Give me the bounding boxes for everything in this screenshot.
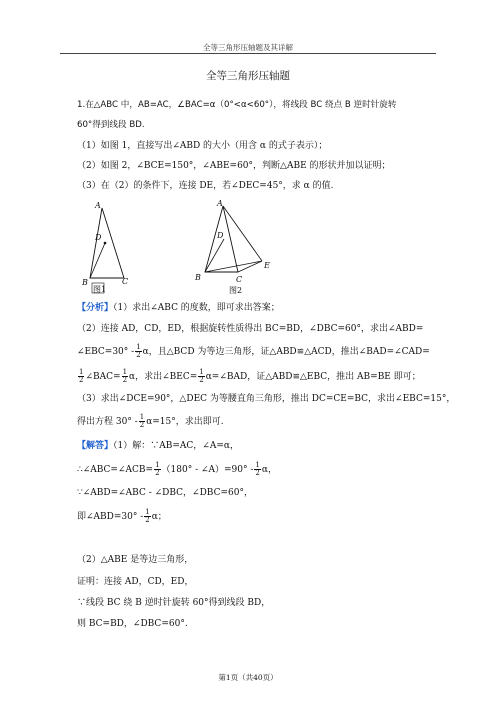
analysis-line-2: （2）连接 AD，CD，ED，根据旋转性质得出 BC=BD，∠DBC=60°，求出∠ABD= bbox=[77, 324, 424, 334]
fraction-half: $\frac{1}{2}$ bbox=[79, 368, 84, 384]
solution-line-4: 即∠ABD=30° - $\frac{1}{2}$ α； bbox=[77, 508, 167, 524]
problem-line-2: 60°得到线段 BD. bbox=[77, 120, 145, 130]
fig2-label-a: A bbox=[217, 199, 223, 208]
page-title: 全等三角形压轴题 bbox=[206, 70, 290, 82]
analysis-line-3: ∠EBC=30° - $\frac{1}{2}$ α，且△BCD 为等边三角形，证△ABD≌△ACD，推出∠BAD=∠CAD= bbox=[77, 343, 430, 359]
figure-1 bbox=[78, 200, 138, 296]
fig1-label-c: C bbox=[122, 277, 129, 286]
question-2: （2）如图 2，∠BCE=150°，∠ABE=60°，判断△ABE 的形状并加以证明； bbox=[77, 161, 391, 171]
analysis-line-4: $\frac{1}{2}$ ∠BAC= $\frac{1}{2}$ α，求出∠BEC= $\frac{1}{2}$ α=∠BAD，证△ABD≌△EBC，推出 AB=BE 即可； bbox=[79, 368, 421, 384]
fig1-label-b: B bbox=[82, 278, 88, 287]
question-1: （1）如图 1，直接写出∠ABD 的大小（用含 α 的式子表示）； bbox=[77, 141, 328, 151]
fraction-half: $\frac{1}{2}$ bbox=[136, 343, 141, 359]
fig1-label-a: A bbox=[95, 201, 101, 210]
problem-line-1: 1.在△ABC 中，AB=AC，∠BAC=α（0°<α<60°），将线段 BC 绕点 B 逆时针旋转 bbox=[77, 100, 397, 110]
fig2-label-e: E bbox=[264, 261, 270, 270]
fraction-half: $\frac{1}{2}$ bbox=[255, 461, 260, 477]
page-footer: 第1页（共40页） bbox=[218, 673, 278, 682]
solution-line-1: 【解答】（1）解：∵AB=AC，∠A=α， bbox=[77, 441, 239, 451]
solution-line-8: 则 BC=BD，∠DBC=60°. bbox=[77, 619, 188, 629]
fraction-half: $\frac{1}{2}$ bbox=[155, 461, 160, 477]
fig1-caption: 图1 bbox=[93, 285, 107, 294]
fig2-caption: 图2 bbox=[229, 286, 243, 295]
fig2-label-c: C bbox=[236, 275, 243, 284]
solution-line-5: （2）△ABE 是等边三角形， bbox=[77, 555, 194, 565]
header-divider bbox=[60, 53, 436, 54]
fig1-label-d: D bbox=[95, 233, 102, 242]
solution-line-6: 证明：连接 AD，CD，ED， bbox=[77, 577, 194, 587]
solution-line-3: ∵∠ABD=∠ABC - ∠DBC，∠DBC=60°， bbox=[77, 488, 253, 498]
solution-line-2: ∴∠ABC=∠ACB= $\frac{1}{2}$ （180° - ∠A）=90° - $\frac{1}{2}$ α， bbox=[77, 461, 277, 477]
fraction-half: $\frac{1}{2}$ bbox=[199, 368, 204, 384]
solution-line-7: ∵线段 BC 绕 B 逆时针旋转 60°得到线段 BD， bbox=[77, 598, 271, 608]
fig2-label-b: B bbox=[195, 273, 201, 282]
analysis-line-1: 【分析】（1）求出∠ABC 的度数，即可求出答案； bbox=[77, 303, 280, 313]
fraction-half: $\frac{1}{2}$ bbox=[139, 413, 145, 429]
question-3: （3）在（2）的条件下，连接 DE，若∠DEC=45°，求 α 的值. bbox=[77, 181, 334, 191]
analysis-line-5: （3）求出∠DCE=90°，△DEC 为等腰直角三角形，推出 DC=CE=BC，求出∠EBC=15°， bbox=[77, 394, 456, 404]
fraction-half: $\frac{1}{2}$ bbox=[145, 508, 150, 524]
fig2-label-d: D bbox=[217, 231, 224, 240]
analysis-line-6: 得出方程 30° - $\frac{1}{2}$ α=15°，求出即可. bbox=[77, 413, 224, 429]
figure-2 bbox=[190, 198, 280, 296]
page-header: 全等三角形压轴题及其详解 bbox=[203, 43, 293, 52]
solution-tag: 【解答】 bbox=[77, 441, 114, 451]
fraction-half: $\frac{1}{2}$ bbox=[122, 368, 128, 384]
analysis-tag: 【分析】 bbox=[77, 303, 114, 313]
